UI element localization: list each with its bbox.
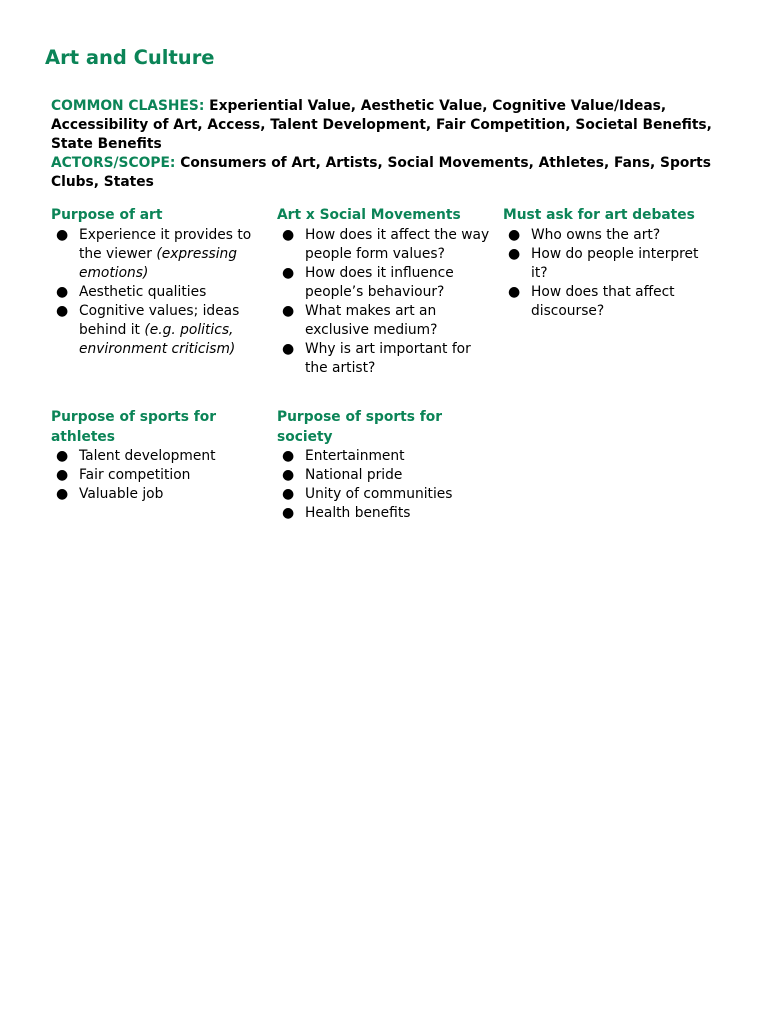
list-item — [277, 504, 492, 523]
bullet-list — [277, 226, 495, 378]
bullet-icon: ● — [508, 226, 521, 243]
list-item — [277, 447, 492, 466]
section-heading: Purpose of sports for athletes — [51, 409, 217, 445]
common-clashes-text: Experiential Value, Aesthetic Value, Cognitive Value/Ideas, Accessibility of Art, Access, Talent Development, Fair Competition, Societal Benefits, State Benefits — [51, 98, 712, 152]
list-item — [503, 226, 713, 245]
bullet-icon: ● — [282, 264, 295, 281]
bullet-icon: ● — [56, 302, 69, 319]
section-sports-society — [277, 408, 492, 523]
list-item-text: How does it influence people’s behaviour? — [305, 264, 454, 300]
list-item — [277, 226, 495, 264]
bullet-icon: ● — [56, 486, 69, 502]
actors-scope-label: ACTORS/SCOPE: — [51, 155, 176, 171]
bullet-list — [277, 447, 492, 523]
bullet-icon: ● — [56, 467, 69, 483]
list-item-text: Health benefits — [305, 505, 411, 521]
list-item — [277, 340, 495, 378]
list-item-text: Unity of communities — [305, 486, 453, 502]
list-item-text: Entertainment — [305, 448, 405, 464]
bullet-icon: ● — [282, 486, 295, 502]
bullet-icon: ● — [282, 226, 295, 243]
list-item — [51, 226, 266, 283]
list-item-note: (e.g. politics, environment criticism) — [79, 321, 236, 357]
list-item-text: National pride — [305, 467, 403, 483]
list-item-text: Experience it provides to the viewer — [79, 226, 252, 262]
list-item — [51, 447, 266, 466]
list-item-text: Cognitive values; ideas behind it — [79, 302, 240, 338]
common-clashes-label: COMMON CLASHES: — [51, 98, 205, 114]
section-heading: Purpose of art — [51, 207, 163, 223]
bullet-list — [51, 447, 266, 504]
bullet-icon: ● — [282, 505, 295, 521]
list-item — [503, 245, 713, 283]
list-item — [503, 283, 713, 321]
list-item-text: Valuable job — [79, 486, 164, 502]
list-item-text: How does that affect discourse? — [531, 283, 675, 319]
list-item-text: Aesthetic qualities — [79, 283, 207, 300]
bullet-list — [503, 226, 713, 321]
list-item-text: What makes art an exclusive medium? — [305, 302, 438, 338]
bullet-icon: ● — [56, 226, 69, 243]
list-item-text: Fair competition — [79, 467, 191, 483]
list-item-note: (expressing emotions) — [79, 245, 238, 281]
list-item-text: Talent development — [79, 448, 216, 464]
section-heading: Art x Social Movements — [277, 207, 461, 223]
actors-scope-text: Consumers of Art, Artists, Social Movements, Athletes, Fans, Sports Clubs, States — [51, 155, 711, 190]
bullet-icon: ● — [56, 283, 69, 300]
bullet-icon: ● — [508, 283, 521, 300]
common-clashes — [51, 97, 731, 154]
intro-block — [51, 97, 731, 192]
bullet-icon: ● — [508, 245, 521, 262]
bullet-icon: ● — [282, 448, 295, 464]
section-must-ask — [503, 206, 713, 321]
list-item — [277, 302, 495, 340]
section-sports-athletes — [51, 408, 266, 504]
list-item-text: Why is art important for the artist? — [305, 340, 471, 376]
bullet-icon: ● — [282, 302, 295, 319]
bullet-icon: ● — [282, 340, 295, 357]
bullet-icon: ● — [56, 448, 69, 464]
bullet-icon: ● — [282, 467, 295, 483]
list-item — [51, 283, 266, 302]
section-purpose-of-art — [51, 206, 266, 359]
page-title: Art and Culture — [45, 46, 215, 69]
list-item-text: Who owns the art? — [531, 226, 661, 243]
list-item — [51, 302, 266, 359]
bullet-list — [51, 226, 266, 359]
list-item — [51, 466, 266, 485]
list-item-text: How do people interpret it? — [531, 245, 699, 281]
list-item-text: How does it affect the way people form values? — [305, 226, 490, 262]
list-item — [51, 485, 266, 504]
list-item — [277, 264, 495, 302]
section-heading: Must ask for art debates — [503, 207, 695, 223]
list-item — [277, 466, 492, 485]
actors-scope — [51, 154, 731, 192]
list-item — [277, 485, 492, 504]
section-art-social-movements — [277, 206, 495, 378]
section-heading: Purpose of sports for society — [277, 409, 443, 445]
